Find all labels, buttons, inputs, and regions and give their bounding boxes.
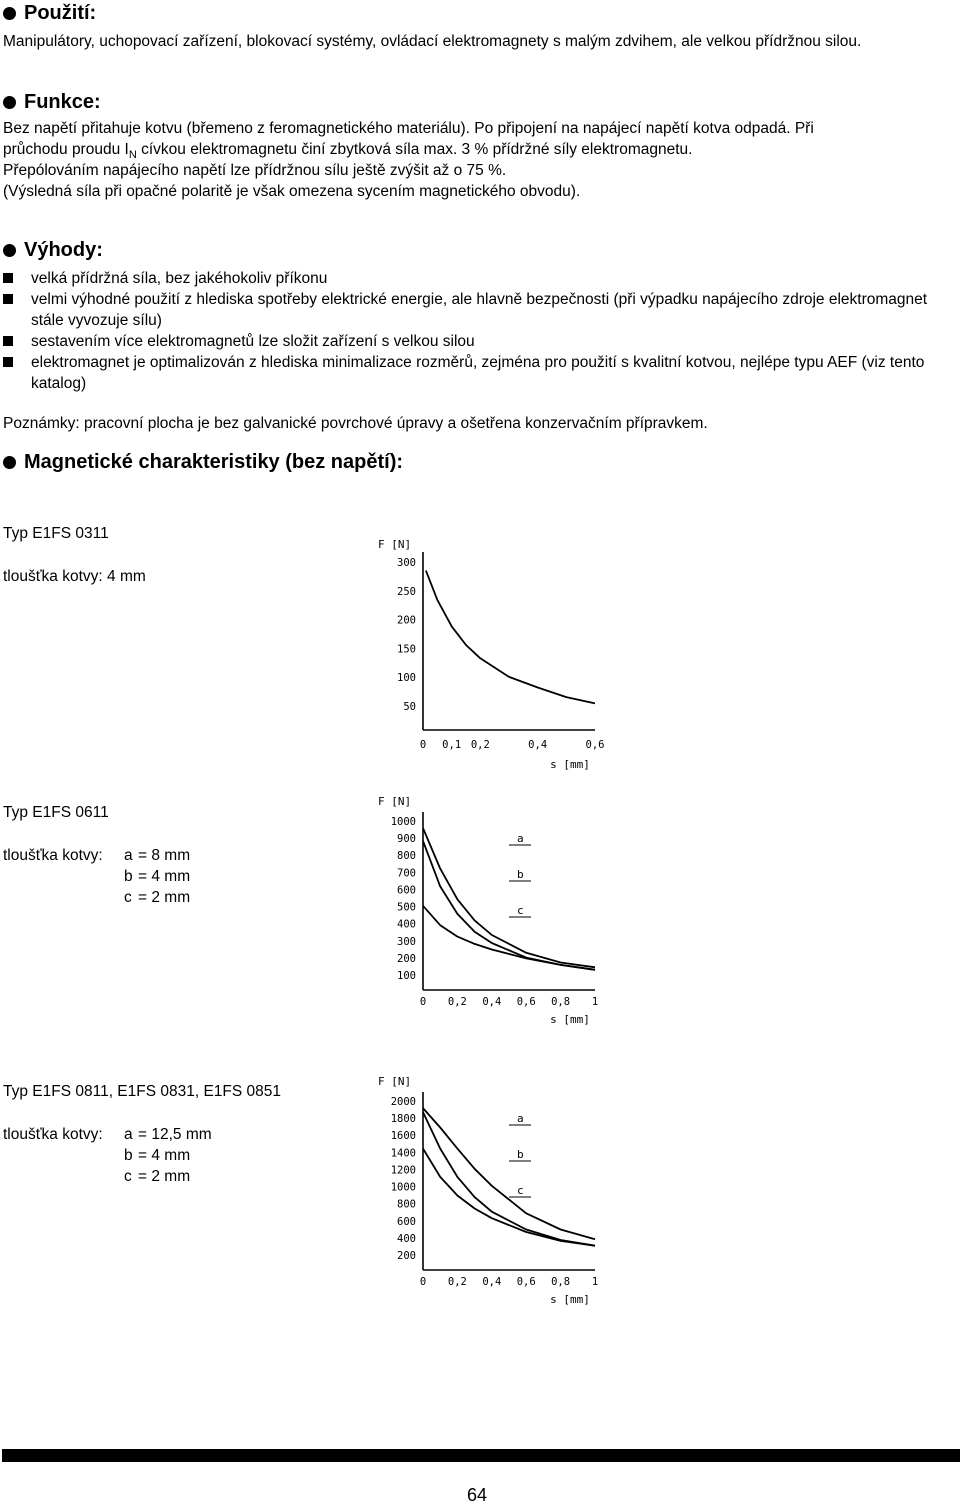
section-vyhody-heading: Výhody:	[3, 238, 103, 262]
series-line-a	[423, 1108, 595, 1239]
x-tick-label: 0,2	[447, 996, 467, 1008]
y-tick-label: 100	[397, 672, 416, 685]
square-bullet-icon	[3, 357, 13, 367]
y-tick-label: 900	[397, 833, 416, 846]
y-tick-label: 1200	[390, 1164, 416, 1177]
funkce-line-4: (Výsledná síla při opačné polaritě je však omezena sycením magnetického obvodu).	[3, 183, 581, 200]
section-pouziti-heading: Použití:	[3, 1, 96, 25]
y-tick-label: 50	[403, 701, 416, 713]
section-funkce-text	[3, 118, 958, 202]
square-bullet-icon	[3, 294, 13, 304]
y-tick-label: 500	[397, 901, 416, 914]
page-number: 64	[467, 1485, 488, 1505]
list-item: sestavením více elektromagnetů lze složit zařízení s velkou silou	[3, 331, 953, 352]
y-tick-label: 300	[397, 557, 416, 569]
x-tick-label: 0	[419, 739, 427, 751]
y-tick-label: 700	[397, 867, 416, 880]
y-tick-label: 2000	[390, 1096, 416, 1108]
y-tick-label: 100	[397, 970, 416, 982]
section-funkce-heading: Funkce:	[3, 90, 101, 114]
x-axis-label: s [mm]	[550, 1013, 590, 1026]
y-tick-label: 1800	[390, 1113, 416, 1126]
y-tick-label: 1600	[390, 1130, 416, 1143]
x-tick-label: 0,8	[551, 996, 571, 1008]
bullet-dot-icon	[3, 456, 16, 469]
y-tick-label: 800	[397, 850, 416, 863]
series-line-b	[423, 841, 595, 970]
y-tick-label: 200	[397, 614, 416, 627]
series-line-a	[423, 828, 595, 967]
list-item: velká přídržná síla, bez jakéhokoliv příkonu	[3, 268, 953, 289]
series-label-a: a	[517, 832, 524, 845]
product-1-thickness: tloušťka kotvy: 4 mm	[3, 568, 146, 585]
force-chart-e1fs0311	[360, 530, 630, 775]
x-tick-label: 1	[591, 1276, 599, 1288]
notes-text: Poznámky: pracovní plocha je bez galvanické povrchové úpravy a ošetřena konzervačním přípravkem.	[3, 415, 708, 432]
bullet-dot-icon	[3, 96, 16, 109]
series-label-b: b	[517, 868, 524, 881]
y-axis-label: F [N]	[378, 795, 412, 808]
x-tick-label: 0,6	[516, 996, 536, 1008]
x-tick-label: 0,4	[482, 996, 502, 1008]
section-pouziti-text: Manipulátory, uchopovací zařízení, blokovací systémy, ovládací elektromagnety s malým zdvihem, ale velkou přídržnou silou.	[3, 33, 862, 50]
x-axis-label: s [mm]	[550, 758, 590, 771]
x-axis-label: s [mm]	[550, 1293, 590, 1306]
series-label-a: a	[517, 1112, 524, 1125]
y-tick-label: 400	[397, 1232, 416, 1245]
y-tick-label: 600	[397, 1215, 416, 1228]
x-tick-label: 0,2	[470, 739, 490, 751]
series-label-b: b	[517, 1148, 524, 1161]
product-2-thickness: tloušťka kotvy: a = 8 mm b = 4 mm c = 2 mm	[3, 847, 191, 906]
list-item: elektromagnet je optimalizován z hlediska minimalizace rozměrů, zejména pro použití s kvalitní kotvou, nejlépe typu AEF (viz tento katalog)	[3, 352, 953, 394]
x-tick-label: 0,2	[447, 1276, 467, 1288]
y-axis-label: F [N]	[378, 1075, 412, 1088]
footer-rule	[2, 1449, 960, 1462]
y-tick-label: 1400	[390, 1147, 416, 1160]
y-tick-label: 200	[397, 952, 416, 965]
force-chart-e1fs0611	[360, 790, 630, 1035]
bullet-dot-icon	[3, 7, 16, 20]
list-item: velmi výhodné použití z hlediska spotřeby elektrické energie, ale hlavně bezpečnosti (při výpadku napájecího zdroje elektromagnet stále vyvozuje sílu)	[3, 289, 953, 331]
square-bullet-icon	[3, 336, 13, 346]
x-tick-label: 0,6	[516, 1276, 536, 1288]
y-tick-label: 400	[397, 918, 416, 931]
funkce-line-3: Přepólováním napájecího napětí lze přídržnou sílu ještě zvýšit až o 75 %.	[3, 162, 507, 179]
product-1-type: Typ E1FS 0311	[3, 525, 109, 542]
x-tick-label: 1	[591, 996, 599, 1008]
vyhody-list	[3, 268, 953, 394]
y-tick-label: 1000	[390, 1181, 416, 1194]
y-tick-label: 200	[397, 1250, 416, 1262]
y-tick-label: 150	[397, 643, 416, 656]
product-2-type: Typ E1FS 0611	[3, 804, 109, 821]
x-tick-label: 0	[419, 996, 427, 1008]
x-tick-label: 0	[419, 1276, 427, 1288]
series-label-c: c	[517, 1184, 524, 1197]
square-bullet-icon	[3, 273, 13, 283]
x-tick-label: 0,4	[528, 739, 548, 751]
product-3-type: Typ E1FS 0811, E1FS 0831, E1FS 0851	[3, 1083, 282, 1100]
x-tick-label: 0,6	[585, 739, 605, 751]
bullet-dot-icon	[3, 244, 16, 257]
series-line-c	[423, 906, 595, 970]
y-tick-label: 300	[397, 935, 416, 948]
series-label-c: c	[517, 904, 524, 917]
x-tick-label: 0,8	[551, 1276, 571, 1288]
series-line	[426, 571, 595, 704]
x-tick-label: 0,4	[482, 1276, 502, 1288]
y-axis-label: F [N]	[378, 538, 412, 551]
product-3-thickness: tloušťka kotvy: a = 12,5 mm b = 4 mm c = 2 mm	[3, 1126, 212, 1185]
y-tick-label: 800	[397, 1198, 416, 1211]
x-tick-label: 0,1	[442, 739, 462, 751]
funkce-line-1: Bez napětí přitahuje kotvu (břemeno z feromagnetického materiálu). Po připojení na napájecí napětí kotva odpadá. Při	[3, 120, 814, 137]
y-tick-label: 1000	[390, 816, 416, 828]
y-tick-label: 250	[397, 585, 416, 598]
force-chart-e1fs0811	[360, 1070, 630, 1315]
section-magneticke-heading: Magnetické charakteristiky (bez napětí):	[3, 450, 403, 474]
y-tick-label: 600	[397, 884, 416, 897]
funkce-line-2: průchodu proudu $I_N$ cívkou elektromagnetu činí zbytková síla max. 3 % přídržné síly elektromagnetu.	[3, 141, 693, 162]
